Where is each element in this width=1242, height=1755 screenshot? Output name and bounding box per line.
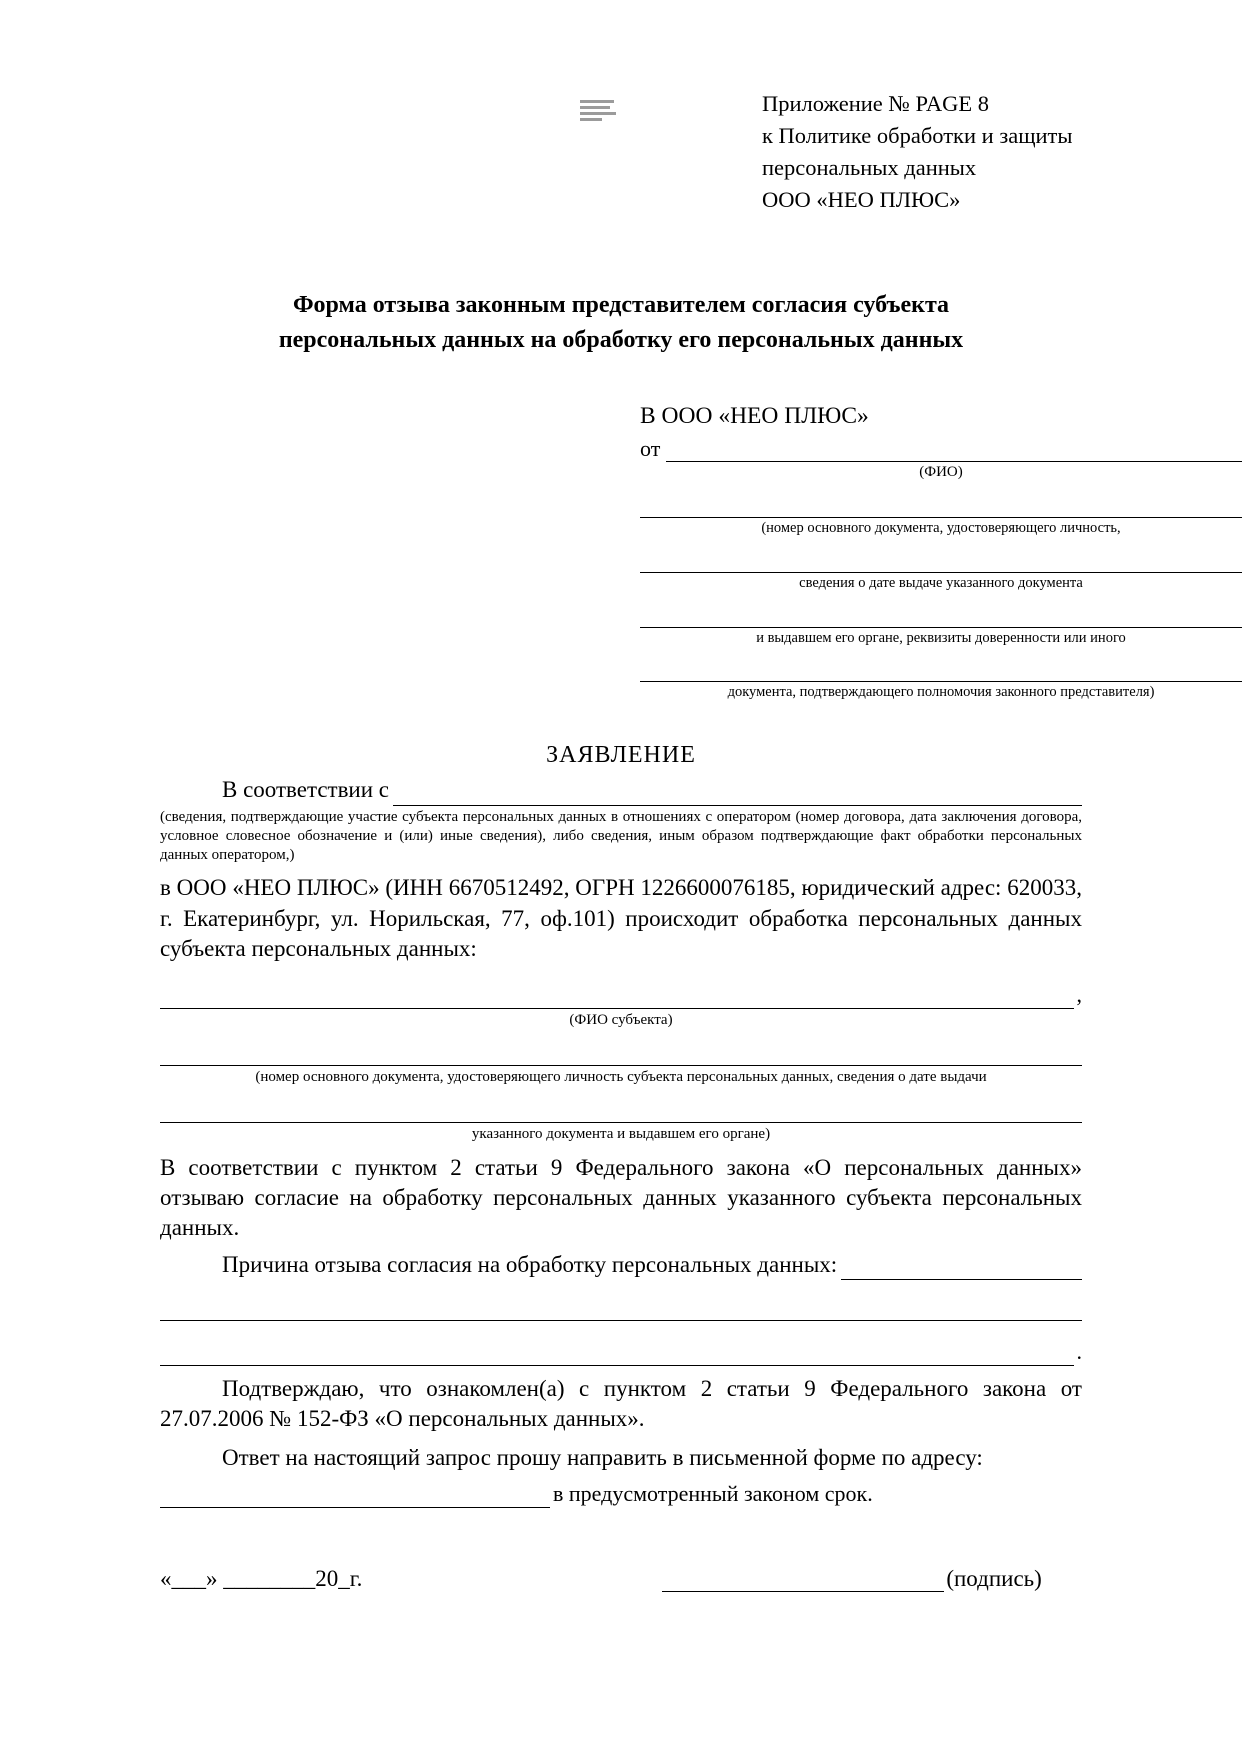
statement-body [160,775,1082,1508]
page-title-line-2: персональных данных на обработку его персональных данных [278,326,964,353]
caption-doc-1: (номер основного документа, удостоверяющего личность, [761,519,1121,536]
reason-input-line-3[interactable] [160,1347,1074,1366]
doc-field-4 [640,661,1242,702]
document-mark-icon [580,100,640,124]
document-header [0,0,1242,216]
doc-input-line-1[interactable] [640,497,1242,518]
signature-input-line[interactable] [662,1571,944,1592]
from-field-row [640,436,1242,462]
from-input-line[interactable] [666,441,1242,462]
caption-doc-2: сведения о дате выдаче указанного документа [799,574,1083,591]
reason-row [160,1250,1082,1280]
address-tail: в предусмотренный законом срок. [553,1481,873,1507]
subject-doc-row-2 [160,1104,1082,1123]
operator-paragraph: в ООО «НЕО ПЛЮС» (ИНН 6670512492, ОГРН 1226600076185, юридический адрес: 620033, г. Екатеринбург, ул. Норильская, 77, оф.101) происходит обработка персональных данных субъекта персональных данных: [160,875,1082,961]
doc-field-2 [640,552,1242,593]
doc-field-3 [640,607,1242,648]
reason-period: . [1076,1339,1082,1365]
answer-paragraph: Ответ на настоящий запрос прошу направить в письменной форме по адресу: [222,1444,983,1470]
from-label: от [640,436,661,462]
page-title-line-1: Форма отзыва законным представителем согласия субъекта [292,291,950,318]
address-row [160,1479,1082,1508]
signature-label: (подпись) [946,1566,1042,1592]
header-line-3: персональных данных [762,154,977,180]
caption-doc-4: документа, подтверждающего полномочия законного представителя) [727,684,1155,701]
caption-subject-doc-1: (номер основного документа, удостоверяющего личность субъекта персональных данных, сведения о дате выдачи [255,1069,987,1086]
addressee-block [0,403,1242,702]
revoke-paragraph: В соответствии с пунктом 2 статьи 9 Федерального закона «О персональных данных» отзываю согласие на обработку персональных данных указанного субъекта персональных данных. [160,1154,1082,1241]
header-line-1: Приложение № PAGE 8 [762,91,990,116]
compliance-lead: В соответствии с [222,777,390,803]
compliance-input-line[interactable] [393,785,1082,806]
doc-input-line-2[interactable] [640,552,1242,573]
caption-subject-doc-2: указанного документа и выдавшем его органе) [471,1125,771,1142]
caption-doc-3: и выдавшем его органе, реквизиты доверенности или иного [756,629,1126,646]
subject-fio-input-line[interactable] [160,990,1074,1009]
signature-block [160,1566,1082,1592]
reason-input-line-1[interactable] [841,1259,1082,1280]
subject-fio-comma: , [1076,982,1082,1008]
page-title [181,288,1061,358]
compliance-row [160,775,1082,805]
address-input-line[interactable] [160,1487,550,1508]
header-appendix-block [762,88,1073,216]
subject-doc-input-line-2[interactable] [160,1104,1082,1123]
confirm-paragraph: Подтверждаю, что ознакомлен(а) с пунктом 2 статьи 9 Федерального закона от 27.07.2006 № 152-ФЗ «О персональных данных». [160,1376,1082,1432]
caption-fio: (ФИО) [919,464,963,481]
compliance-note: (сведения, подтверждающие участие субъекта персональных данных в отношениях с оператором (номер договора, дата заключения договора, условное словесное обозначение и (или) иные сведения), либо сведения, иным образом подтверждающие факт обработки персональных данных оператором,) [160,808,1082,863]
doc-input-line-3[interactable] [640,607,1242,628]
header-line-2: к Политике обработки и защиты [762,122,1073,148]
reason-row-3 [160,1337,1082,1366]
doc-input-line-4[interactable] [640,661,1242,682]
reason-lead: Причина отзыва согласия на обработку персональных данных: [222,1251,838,1277]
caption-subject-fio: (ФИО субъекта) [569,1012,673,1029]
statement-heading: ЗАЯВЛЕНИЕ [546,742,696,769]
doc-field-1 [640,497,1242,538]
addressee-organization: В ООО «НЕО ПЛЮС» [640,403,869,430]
subject-doc-input-line-1[interactable] [160,1047,1082,1066]
subject-doc-row-1 [160,1047,1082,1066]
date-placeholder[interactable]: «___» ________20_г. [160,1566,363,1592]
subject-fio-row [160,980,1082,1009]
reason-input-line-2[interactable] [160,1298,1082,1321]
header-line-4: ООО «НЕО ПЛЮС» [762,186,961,212]
